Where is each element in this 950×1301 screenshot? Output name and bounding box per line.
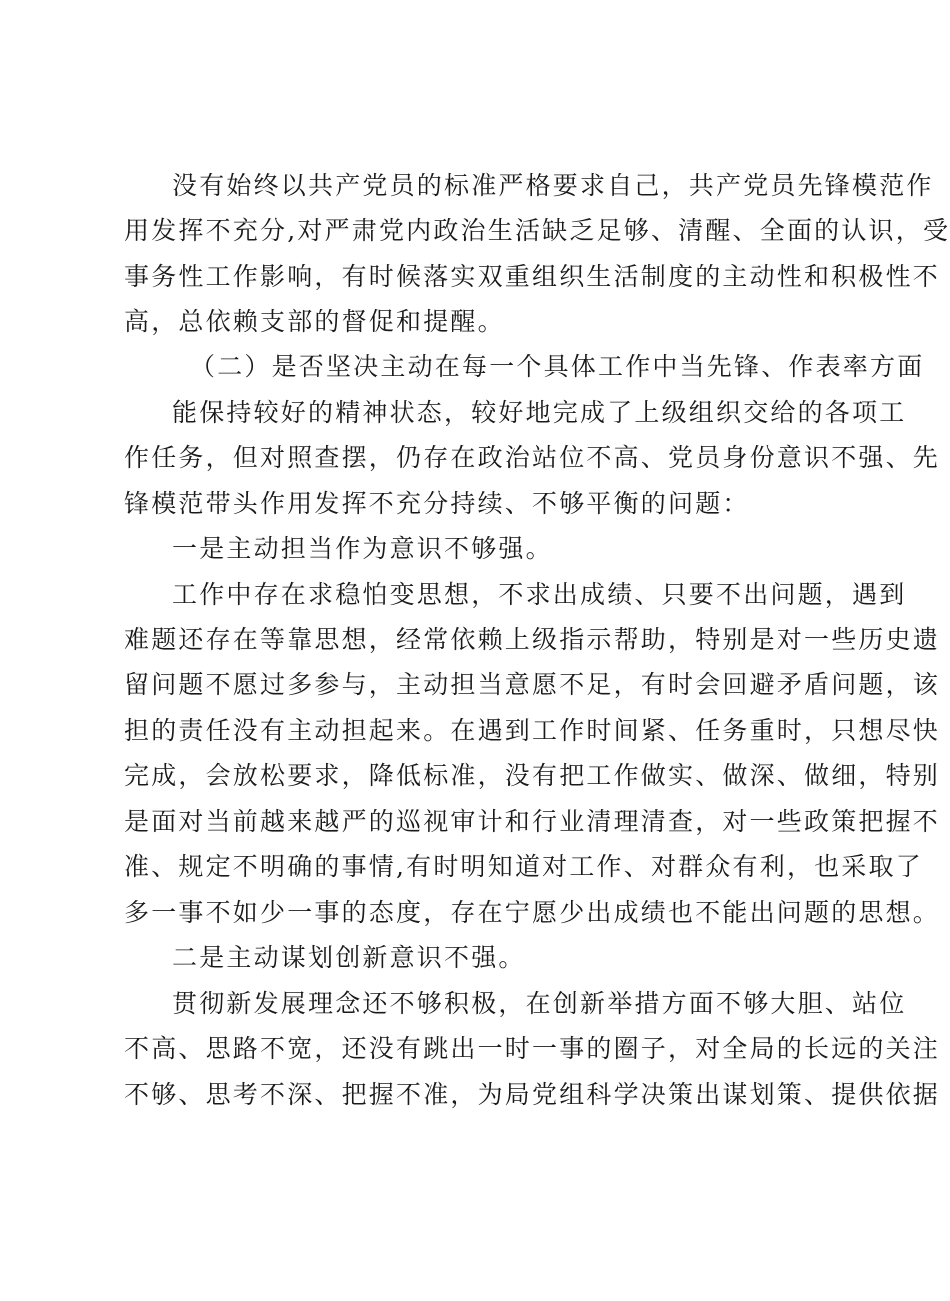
paragraph-3-line-2: 难题还存在等靠思想，经常依赖上级指示帮助，特别是对一些历史遗 [124, 625, 941, 654]
paragraph-1-line-2: 用发挥不充分,对严肃党内政治生活缺乏足够、清醒、全面的认识，受 [124, 216, 950, 245]
paragraph-2-line-3: 锋模范带头作用发挥不充分持续、不够平衡的问题： [124, 489, 750, 518]
paragraph-4-line-2: 不高、思路不宽，还没有跳出一时一事的圈子，对全局的长远的关注 [124, 1034, 941, 1063]
paragraph-3-line-4: 担的责任没有主动担起来。在遇到工作时间紧、任务重时，只想尽快 [124, 716, 941, 745]
paragraph-3-line-3: 留问题不愿过多参与，主动担当意愿不足，有时会回避矛盾问题，该 [124, 670, 941, 699]
section-heading-2: （二）是否坚决主动在每一个具体工作中当先锋、作表率方面 [190, 352, 925, 381]
paragraph-3-line-7: 准、规定不明确的事情,有时明知道对工作、对群众有利，也采取了 [124, 852, 923, 881]
paragraph-3-line-1: 工作中存在求稳怕变思想，不求出成绩、只要不出问题，遇到 [172, 580, 907, 609]
paragraph-3-line-6: 是面对当前越来越严的巡视审计和行业清理清查，对一些政策把握不 [124, 807, 941, 836]
paragraph-3-line-8: 多一事不如少一事的态度，存在宁愿少出成绩也不能出问题的思想。 [124, 898, 941, 927]
paragraph-2-line-1: 能保持较好的精神状态，较好地完成了上级组织交给的各项工 [172, 398, 907, 427]
subheading-1: 一是主动担当作为意识不够强。 [172, 534, 553, 563]
paragraph-3-line-5: 完成，会放松要求，降低标准，没有把工作做实、做深、做细，特别 [124, 761, 941, 790]
paragraph-4-line-3: 不够、思考不深、把握不准，为局党组科学决策出谋划策、提供依据 [124, 1080, 941, 1109]
paragraph-2-line-2: 作任务，但对照查摆，仍存在政治站位不高、党员身份意识不强、先 [124, 443, 941, 472]
paragraph-1-line-3: 事务性工作影响，有时候落实双重组织生活制度的主动性和积极性不 [124, 262, 941, 291]
paragraph-4-line-1: 贯彻新发展理念还不够积极，在创新举措方面不够大胆、站位 [172, 989, 907, 1018]
paragraph-1-line-1: 没有始终以共产党员的标准严格要求自己，共产党员先锋模范作 [172, 171, 934, 200]
paragraph-1-line-4: 高，总依赖支部的督促和提醒。 [124, 307, 505, 336]
subheading-2: 二是主动谋划创新意识不强。 [172, 943, 526, 972]
